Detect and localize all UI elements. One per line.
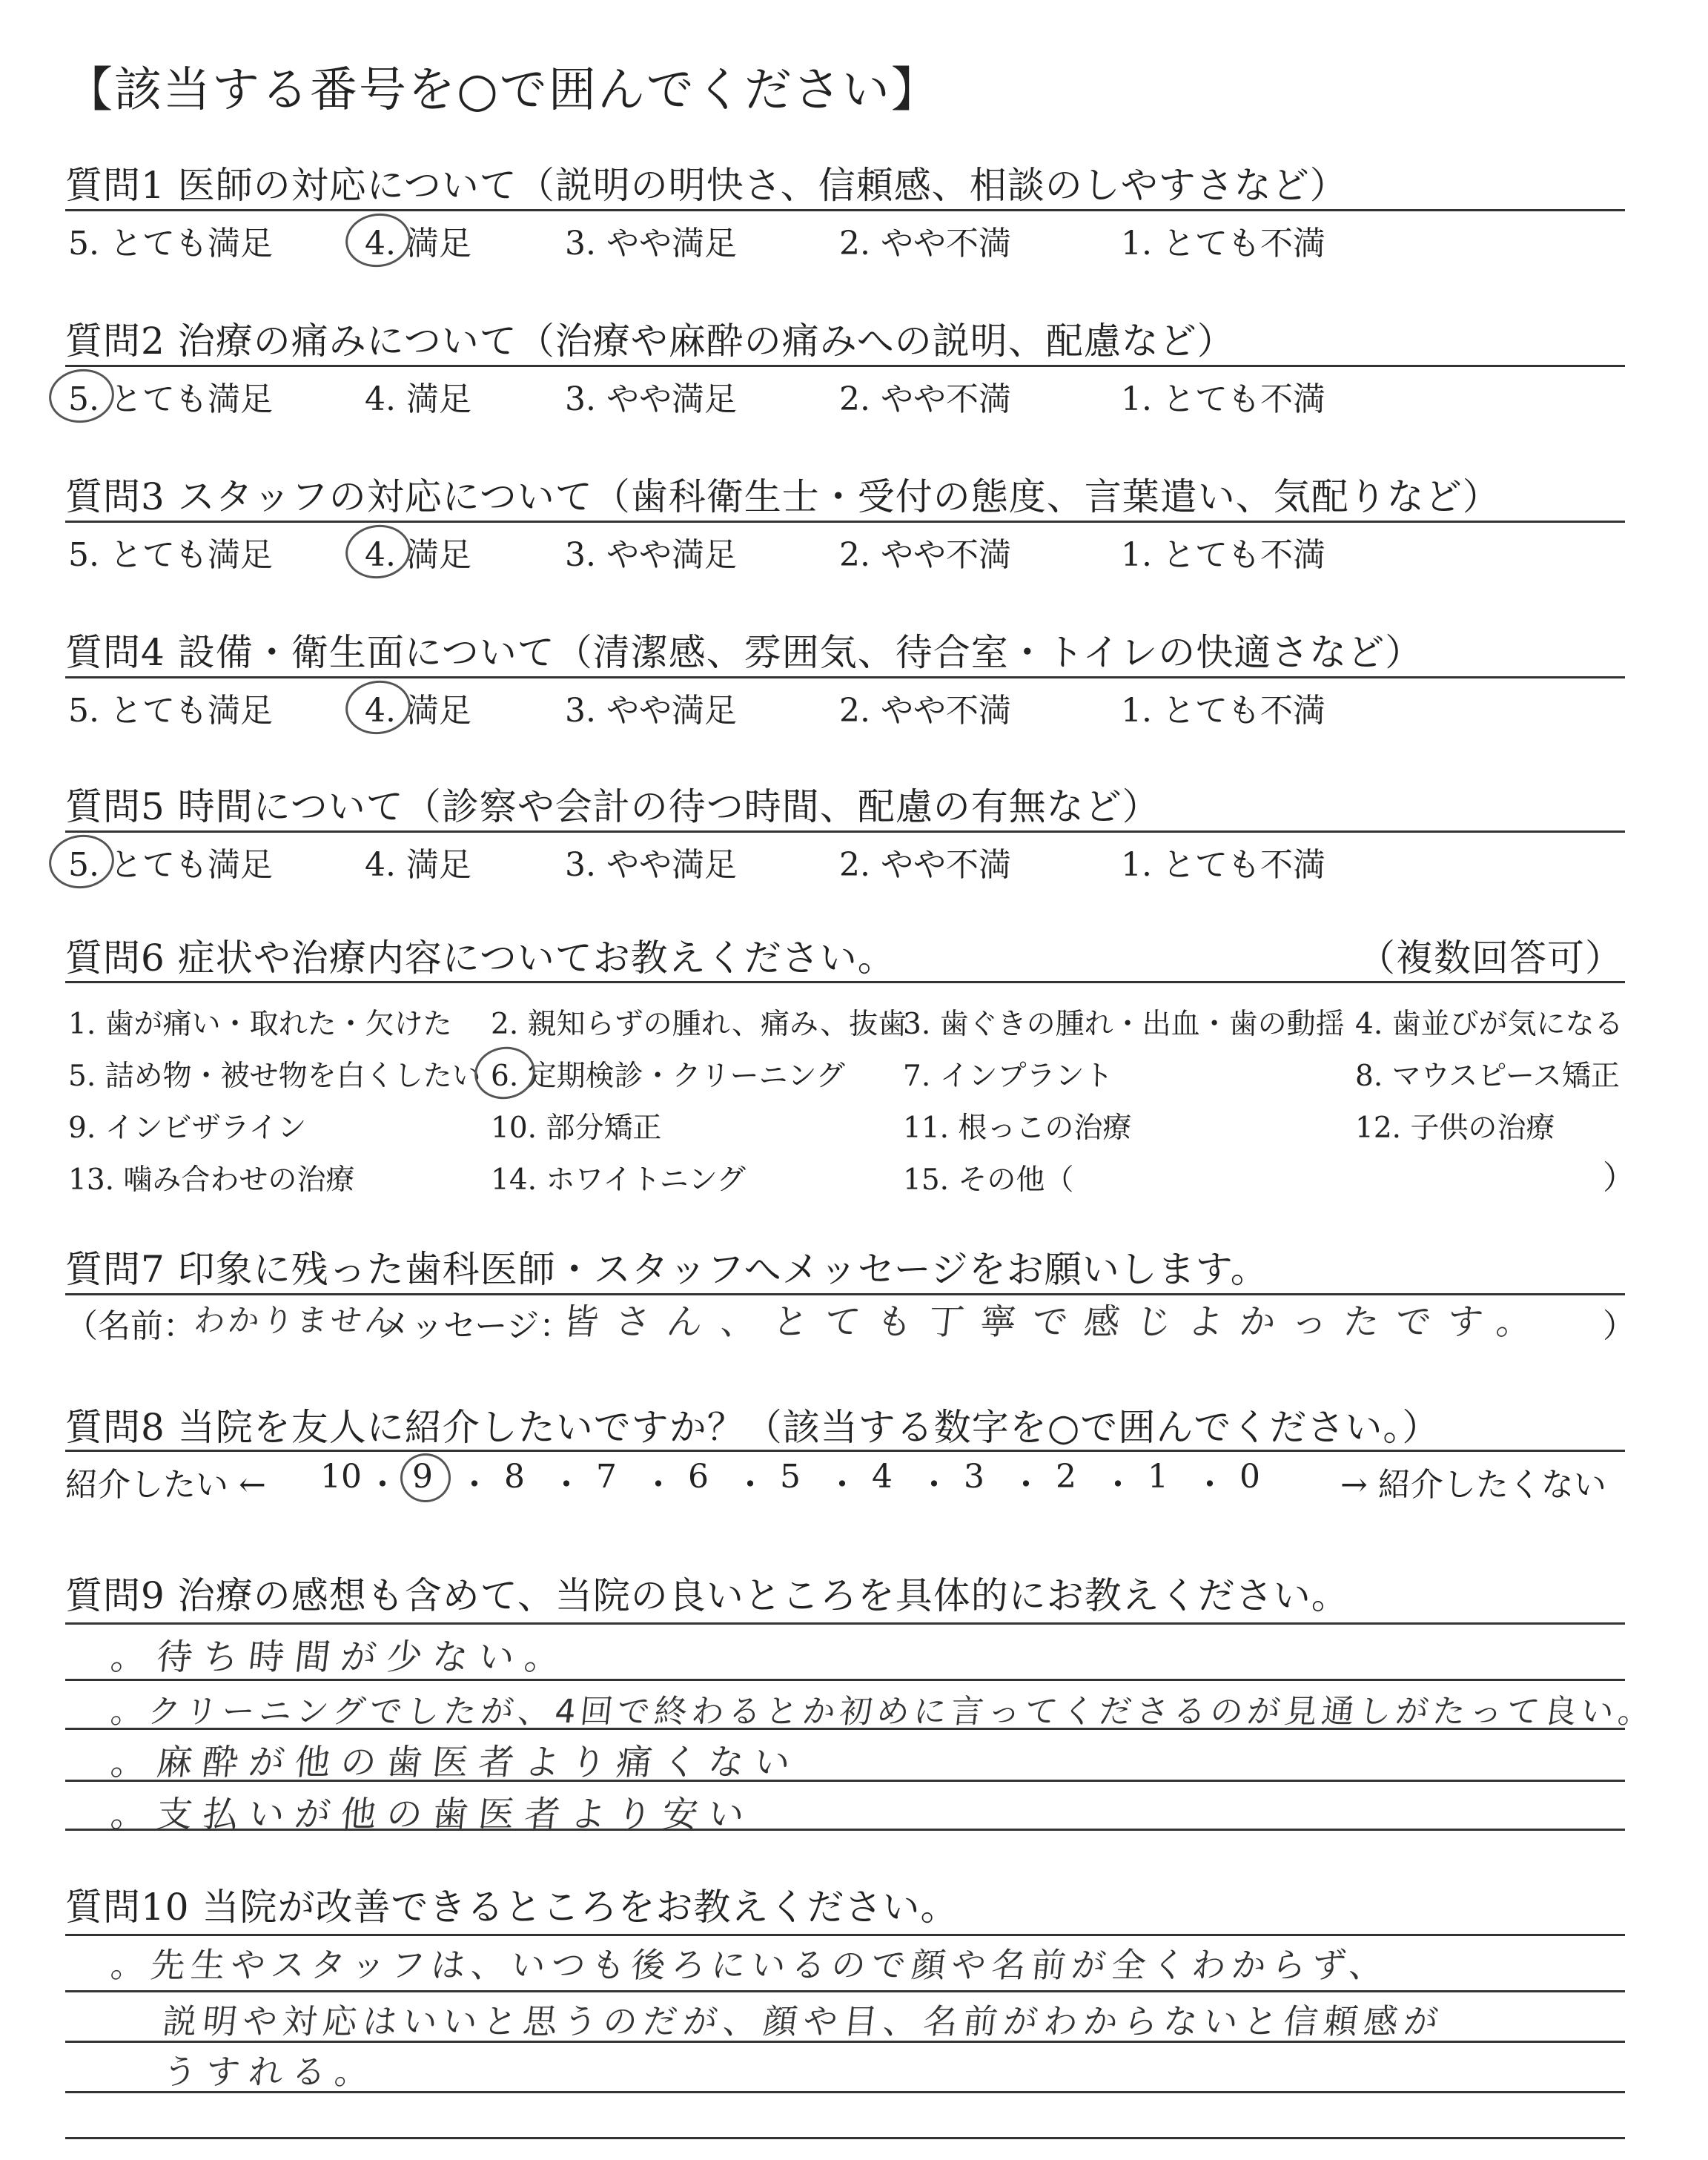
q8-scale-1[interactable]: 1 xyxy=(1148,1458,1168,1496)
q6-option-12[interactable]: 12. 子供の治療 xyxy=(1355,1112,1555,1145)
q8-selection-circle xyxy=(400,1453,451,1502)
q8-scale-2[interactable]: 2 xyxy=(1056,1458,1076,1496)
q2-rule xyxy=(65,365,1625,367)
q4-option-4[interactable]: 4. 満足 xyxy=(365,692,471,730)
q8-scale-6[interactable]: 6 xyxy=(688,1458,709,1496)
q3-option-4[interactable]: 4. 満足 xyxy=(365,536,471,574)
instruction-heading: 【該当する番号を○で囲んでください】 xyxy=(65,63,940,118)
q6-option-6[interactable]: 6. 定期検診・クリーニング xyxy=(491,1060,845,1093)
q8-title: 質問8 当院を友人に紹介したいですか？（該当する数字を○で囲んでください。） xyxy=(65,1406,1440,1449)
q1-option-2[interactable]: 2. やや不満 xyxy=(839,225,1011,262)
q5-option-4[interactable]: 4. 満足 xyxy=(365,846,471,884)
q3-option-1[interactable]: 1. とても不満 xyxy=(1121,536,1325,574)
q6-option-5[interactable]: 5. 詰め物・被せ物を白くしたい xyxy=(68,1060,481,1093)
q3-option-5[interactable]: 5. とても満足 xyxy=(68,536,273,574)
q6-other-close: ） xyxy=(1603,1159,1635,1197)
q9-answer-4: 。支払いが他の歯医者より安い xyxy=(108,1794,757,1835)
q6-title: 質問6 症状や治療内容についてお教えください。 xyxy=(65,937,896,980)
q6-selection-circle xyxy=(471,1042,540,1103)
q6-option-7[interactable]: 7. インプラント xyxy=(903,1060,1113,1093)
q8-scale-4[interactable]: 4 xyxy=(872,1458,893,1496)
q4-title: 質問4 設備・衛生面について（清潔感、雰囲気、待合室・トイレの快適さなど） xyxy=(65,631,1423,674)
q10-answer-line xyxy=(65,1934,1625,1936)
q6-option-1[interactable]: 1. 歯が痛い・取れた・欠けた xyxy=(68,1008,452,1041)
q8-scale-dot: ・ xyxy=(1010,1466,1042,1504)
q6-option-8[interactable]: 8. マウスピース矯正 xyxy=(1355,1060,1620,1093)
q9-answer-2: 。クリーニングでしたが、4回で終わるとか初めに言ってくださるのが見通しがたって良い。 xyxy=(108,1693,1658,1731)
q4-option-2[interactable]: 2. やや不満 xyxy=(839,692,1011,730)
q6-option-10[interactable]: 10. 部分矯正 xyxy=(491,1112,662,1145)
q8-scale-3[interactable]: 3 xyxy=(964,1458,984,1496)
q5-option-2[interactable]: 2. やや不満 xyxy=(839,846,1011,884)
q5-option-1[interactable]: 1. とても不満 xyxy=(1121,846,1325,884)
q6-option-11[interactable]: 11. 根っこの治療 xyxy=(903,1112,1132,1145)
q6-option-4[interactable]: 4. 歯並びが気になる xyxy=(1355,1008,1623,1041)
q9-answer-line xyxy=(65,1622,1625,1625)
q6-option-9[interactable]: 9. インビザライン xyxy=(68,1112,307,1145)
q8-rule xyxy=(65,1450,1625,1452)
q6-rule xyxy=(65,981,1625,983)
q1-option-3[interactable]: 3. やや満足 xyxy=(565,225,737,262)
q6-option-3[interactable]: 3. 歯ぐきの腫れ・出血・歯の動揺 xyxy=(903,1008,1345,1041)
q9-answer-3: 。麻酔が他の歯医者より痛くない xyxy=(108,1742,803,1783)
q7-name-value: わかりません xyxy=(192,1302,401,1338)
q7-message-value: 皆さん、とても丁寧で感じよかったです。 xyxy=(560,1301,1551,1343)
q8-left-label: 紹介したい ← xyxy=(65,1466,266,1504)
q6-option-13[interactable]: 13. 噛み合わせの治療 xyxy=(68,1163,355,1197)
q2-option-1[interactable]: 1. とても不満 xyxy=(1121,380,1325,418)
q4-option-5[interactable]: 5. とても満足 xyxy=(68,692,273,730)
q1-option-5[interactable]: 5. とても満足 xyxy=(68,225,273,262)
q8-scale-9[interactable]: 9 xyxy=(412,1458,433,1496)
q10-answer-line xyxy=(65,1990,1625,1992)
q3-title: 質問3 スタッフの対応について（歯科衛生士・受付の態度、言葉遣い、気配りなど） xyxy=(65,475,1500,518)
q10-answer-line xyxy=(65,2137,1625,2139)
q8-scale-8[interactable]: 8 xyxy=(504,1458,525,1496)
q7-name-prefix: （名前： xyxy=(65,1307,196,1345)
q6-option-14[interactable]: 14. ホワイトニング xyxy=(491,1163,746,1197)
q5-title: 質問5 時間について（診察や会計の待つ時間、配慮の有無など） xyxy=(65,785,1160,828)
q2-title: 質問2 治療の痛みについて（治療や麻酔の痛みへの説明、配慮など） xyxy=(65,320,1235,363)
q1-option-1[interactable]: 1. とても不満 xyxy=(1121,225,1325,262)
q6-option-2[interactable]: 2. 親知らずの腫れ、痛み、抜歯 xyxy=(491,1008,907,1041)
q8-scale-dot: ・ xyxy=(918,1466,950,1504)
q1-rule xyxy=(65,209,1625,211)
q4-rule xyxy=(65,676,1625,678)
q8-scale-dot: ・ xyxy=(1102,1466,1134,1504)
q8-scale-dot: ・ xyxy=(826,1466,858,1504)
q3-option-3[interactable]: 3. やや満足 xyxy=(565,536,737,574)
q4-option-1[interactable]: 1. とても不満 xyxy=(1121,692,1325,730)
q4-option-3[interactable]: 3. やや満足 xyxy=(565,692,737,730)
q8-scale-dot: ・ xyxy=(458,1466,491,1504)
q8-right-label: → 紹介したくない xyxy=(1340,1466,1606,1504)
q2-option-4[interactable]: 4. 満足 xyxy=(365,380,471,418)
q8-scale-dot: ・ xyxy=(366,1466,399,1504)
q10-answer-3: うすれる。 xyxy=(160,2052,380,2092)
q6-option-15[interactable]: 15. その他（ xyxy=(903,1163,1074,1197)
q2-option-2[interactable]: 2. やや不満 xyxy=(839,380,1011,418)
q3-option-2[interactable]: 2. やや不満 xyxy=(839,536,1011,574)
q8-scale-dot: ・ xyxy=(642,1466,675,1504)
q8-scale-0[interactable]: 0 xyxy=(1239,1458,1260,1496)
q8-scale-7[interactable]: 7 xyxy=(596,1458,617,1496)
q10-title: 質問10 当院が改善できるところをお教えください。 xyxy=(65,1886,959,1929)
q1-option-4[interactable]: 4. 満足 xyxy=(365,225,471,262)
q10-answer-1: 。先生やスタッフは、いつも後ろにいるので顔や名前が全くわからず、 xyxy=(108,1945,1391,1985)
q8-scale-5[interactable]: 5 xyxy=(780,1458,801,1496)
q8-scale-dot: ・ xyxy=(734,1466,767,1504)
q7-message-label: メッセージ： xyxy=(378,1307,572,1345)
q10-answer-2: 説明や対応はいいと思うのだが、顔や目、名前がわからないと信頼感が xyxy=(160,2001,1446,2041)
q5-rule xyxy=(65,830,1625,833)
q9-answer-1: 。待ち時間が少ない。 xyxy=(108,1636,573,1678)
q7-close-paren: ） xyxy=(1603,1307,1635,1345)
q8-scale-dot: ・ xyxy=(1194,1466,1226,1504)
q5-option-5[interactable]: 5. とても満足 xyxy=(68,846,273,884)
q6-note: （複数回答可） xyxy=(1358,937,1623,980)
q2-option-5[interactable]: 5. とても満足 xyxy=(68,380,273,418)
q2-option-3[interactable]: 3. やや満足 xyxy=(565,380,737,418)
q3-rule xyxy=(65,521,1625,523)
q8-scale-10[interactable]: 10 xyxy=(320,1458,362,1496)
q1-title: 質問1 医師の対応について（説明の明快さ、信頼感、相談のしやすさなど） xyxy=(65,164,1348,207)
q5-option-3[interactable]: 3. やや満足 xyxy=(565,846,737,884)
q9-title: 質問9 治療の感想も含めて、当院の良いところを具体的にお教えください。 xyxy=(65,1574,1349,1617)
q8-scale-dot: ・ xyxy=(550,1466,583,1504)
q7-title: 質問7 印象に残った歯科医師・スタッフへメッセージをお願いします。 xyxy=(65,1248,1268,1291)
